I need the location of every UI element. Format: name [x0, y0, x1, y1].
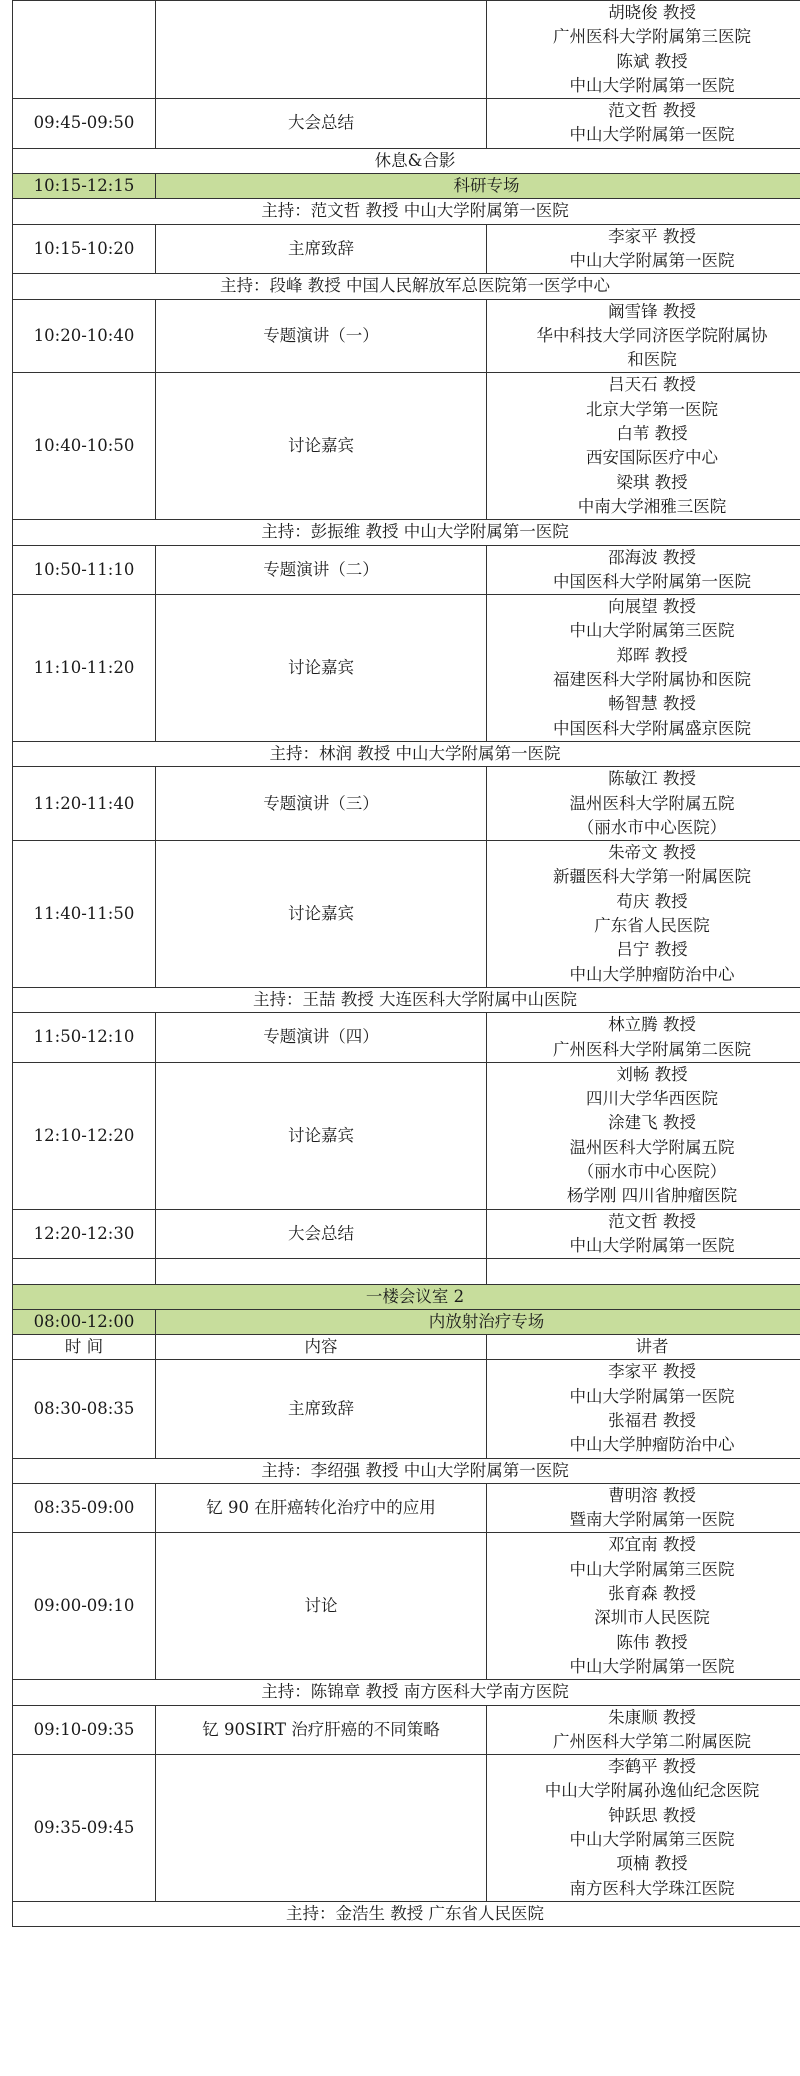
session-content: 钇 90SIRT 治疗肝癌的不同策略 [156, 1705, 487, 1755]
session-row [13, 595, 800, 742]
session-row [13, 545, 800, 595]
session-time: 11:10-11:20 [13, 595, 156, 742]
session-time: 10:20-10:40 [13, 299, 156, 373]
moderator-row [13, 987, 800, 1012]
break-label: 休息&合影 [13, 148, 800, 173]
session-speakers [487, 1533, 800, 1680]
time-column-header: 时 间 [13, 1335, 156, 1360]
session-speakers [487, 373, 800, 520]
moderator-text: 主持：段峰 教授 中国人民解放军总医院第一医学中心 [13, 274, 800, 299]
session-content: 主席致辞 [156, 1360, 487, 1458]
content-column-header: 内容 [156, 1335, 487, 1360]
track-time: 10:15-12:15 [13, 174, 156, 199]
speaker-line: 陈斌 教授 [616, 51, 688, 71]
speaker-line: 向展望 教授 [608, 597, 696, 617]
speaker-line: 广州医科大学第二附属医院 [553, 1731, 751, 1751]
speaker-line: 吕宁 教授 [616, 940, 688, 960]
session-content: 专题演讲（一） [156, 299, 487, 373]
session-time [13, 1, 156, 99]
speaker-line: 涂建飞 教授 [608, 1113, 696, 1133]
speaker-line: 南方医科大学珠江医院 [569, 1878, 735, 1898]
session-row [13, 767, 800, 841]
session-row [13, 224, 800, 274]
session-row [13, 1062, 800, 1209]
speaker-line: 陈伟 教授 [616, 1632, 688, 1652]
speaker-line: 李家平 教授 [608, 1362, 696, 1382]
speaker-line: 中山大学附属第一医院 [569, 250, 735, 270]
session-row [13, 299, 800, 373]
session-time: 08:35-09:00 [13, 1483, 156, 1533]
session-speakers [487, 224, 800, 274]
speaker-line: 陈敏江 教授 [608, 769, 696, 789]
speaker-line: 中山大学附属第一医院 [569, 1235, 735, 1255]
speaker-line: 张育森 教授 [608, 1584, 696, 1604]
speaker-line: 阚雪锋 教授 [608, 301, 696, 321]
speaker-line: 张福君 教授 [608, 1410, 696, 1430]
speaker-line: 范文哲 教授 [608, 1211, 696, 1231]
moderator-row [13, 741, 800, 766]
session-speakers [487, 99, 800, 149]
session-time: 10:50-11:10 [13, 545, 156, 595]
blank-cell [13, 1259, 156, 1284]
speaker-line: 中山大学附属第三医院 [569, 621, 735, 641]
blank-row [13, 1259, 800, 1284]
schedule-body [13, 1, 800, 1927]
track-time: 08:00-12:00 [13, 1309, 156, 1334]
speaker-line: 中山大学附属第三医院 [569, 1830, 735, 1850]
session-content: 讨论嘉宾 [156, 595, 487, 742]
room-row [13, 1284, 800, 1309]
speaker-line: 畅智慧 教授 [608, 694, 696, 714]
session-content: 大会总结 [156, 99, 487, 149]
session-time: 12:20-12:30 [13, 1209, 156, 1259]
track-header-row [13, 174, 800, 199]
session-content: 钇 90 在肝癌转化治疗中的应用 [156, 1483, 487, 1533]
session-content: 讨论嘉宾 [156, 841, 487, 988]
session-time: 11:40-11:50 [13, 841, 156, 988]
speaker-line: 郑晖 教授 [616, 645, 688, 665]
speaker-line: 钟跃思 教授 [608, 1805, 696, 1825]
session-time: 10:15-10:20 [13, 224, 156, 274]
session-row [13, 841, 800, 988]
speaker-line: 和医院 [627, 350, 677, 370]
moderator-row [13, 274, 800, 299]
session-content: 讨论 [156, 1533, 487, 1680]
speaker-line: 中山大学附属第一医院 [569, 1386, 735, 1406]
speaker-line: （丽水市中心医院） [577, 1162, 727, 1181]
session-speakers [487, 841, 800, 988]
session-row [13, 1705, 800, 1755]
session-time: 11:50-12:10 [13, 1013, 156, 1063]
moderator-text: 主持：彭振维 教授 中山大学附属第一医院 [13, 520, 800, 545]
session-row [13, 1755, 800, 1902]
session-row [13, 1483, 800, 1533]
schedule-table [12, 0, 800, 1927]
session-row [13, 373, 800, 520]
session-speakers [487, 1062, 800, 1209]
session-row [13, 99, 800, 149]
moderator-text: 主持：陈锦章 教授 南方医科大学南方医院 [13, 1680, 800, 1705]
speaker-line: 新疆医科大学第一附属医院 [553, 867, 751, 887]
moderator-text: 主持：王喆 教授 大连医科大学附属中山医院 [13, 987, 800, 1012]
speaker-line: 项楠 教授 [616, 1854, 688, 1874]
session-row [13, 1209, 800, 1259]
session-content: 专题演讲（四） [156, 1013, 487, 1063]
speaker-line: 中南大学湘雅三医院 [577, 496, 727, 516]
session-content: 讨论嘉宾 [156, 1062, 487, 1209]
session-row [13, 1533, 800, 1680]
session-content: 大会总结 [156, 1209, 487, 1259]
speaker-line: 林立腾 教授 [608, 1015, 696, 1035]
speaker-line: 广州医科大学附属第二医院 [553, 1039, 751, 1059]
blank-cell [156, 1259, 487, 1284]
speaker-line: 中山大学附属第一医院 [569, 1656, 735, 1676]
speaker-line: 中山大学肿瘤防治中心 [569, 1435, 735, 1455]
moderator-row [13, 1458, 800, 1483]
speaker-line: 梁琪 教授 [616, 472, 688, 492]
speaker-line: 朱康顺 教授 [608, 1707, 696, 1727]
speaker-line: 深圳市人民医院 [594, 1608, 710, 1628]
session-content: 专题演讲（三） [156, 767, 487, 841]
speaker-line: 曹明溶 教授 [608, 1485, 696, 1505]
session-row [13, 1, 800, 99]
track-title: 内放射治疗专场 [156, 1309, 800, 1334]
speaker-line: 西安国际医疗中心 [586, 448, 718, 468]
room-title: 一楼会议室 2 [13, 1284, 800, 1309]
speaker-line: 邓宜南 教授 [608, 1535, 696, 1555]
speaker-line: 华中科技大学同济医学院附属协 [536, 325, 768, 345]
speaker-line: 福建医科大学附属协和医院 [553, 670, 751, 690]
session-speakers [487, 1013, 800, 1063]
speaker-line: 中国医科大学附属盛京医院 [553, 718, 751, 738]
session-row [13, 1013, 800, 1063]
speaker-column-header [487, 1335, 800, 1360]
session-speakers [487, 767, 800, 841]
moderator-text: 主持：金浩生 教授 广东省人民医院 [13, 1901, 800, 1926]
speaker-line: 温州医科大学附属五院 [569, 793, 735, 813]
moderator-text: 主持：范文哲 教授 中山大学附属第一医院 [13, 199, 800, 224]
session-content [156, 1755, 487, 1902]
session-speakers [487, 595, 800, 742]
speaker-line: 北京大学第一医院 [586, 399, 718, 419]
speaker-line: 四川大学华西医院 [586, 1089, 718, 1109]
session-time: 08:30-08:35 [13, 1360, 156, 1458]
speaker-line: 范文哲 教授 [608, 101, 696, 121]
speaker-line: 中山大学附属孙逸仙纪念医院 [544, 1781, 760, 1801]
session-speakers [487, 299, 800, 373]
speaker-line: 中山大学肿瘤防治中心 [569, 964, 735, 984]
speaker-line: 暨南大学附属第一医院 [569, 1510, 735, 1530]
session-content: 专题演讲（二） [156, 545, 487, 595]
session-content: 讨论嘉宾 [156, 373, 487, 520]
speaker-line: 讲者 [635, 1337, 669, 1357]
speaker-line: 吕天石 教授 [608, 375, 696, 395]
session-speakers [487, 1209, 800, 1259]
session-speakers [487, 1483, 800, 1533]
session-speakers [487, 1755, 800, 1902]
blank-cell [487, 1259, 800, 1284]
speaker-line: 白苇 教授 [616, 424, 688, 444]
moderator-row [13, 520, 800, 545]
moderator-row [13, 1901, 800, 1926]
speaker-line: 胡晓俊 教授 [608, 3, 696, 22]
speaker-line: 刘畅 教授 [616, 1064, 688, 1084]
session-speakers [487, 1, 800, 99]
session-content [156, 1, 487, 99]
speaker-line: 杨学刚 四川省肿瘤医院 [566, 1186, 738, 1206]
speaker-line: 温州医科大学附属五院 [569, 1137, 735, 1157]
speaker-line: 广东省人民医院 [594, 916, 710, 936]
break-row [13, 148, 800, 173]
session-time: 09:10-09:35 [13, 1705, 156, 1755]
session-content: 主席致辞 [156, 224, 487, 274]
speaker-line: 朱帝文 教授 [608, 843, 696, 863]
track-header-row [13, 1309, 800, 1334]
speaker-line: 中山大学附属第一医院 [569, 75, 735, 95]
session-time: 12:10-12:20 [13, 1062, 156, 1209]
session-time: 11:20-11:40 [13, 767, 156, 841]
speaker-line: 李家平 教授 [608, 226, 696, 246]
session-time: 09:45-09:50 [13, 99, 156, 149]
moderator-row [13, 199, 800, 224]
session-time: 10:40-10:50 [13, 373, 156, 520]
track-title: 科研专场 [156, 174, 800, 199]
session-speakers [487, 1360, 800, 1458]
speaker-line: 中山大学附属第一医院 [569, 125, 735, 145]
speaker-line: 中国医科大学附属第一医院 [553, 571, 751, 591]
moderator-text: 主持：林润 教授 中山大学附属第一医院 [13, 741, 800, 766]
column-header-row [13, 1335, 800, 1360]
speaker-line: 邵海波 教授 [608, 547, 696, 567]
session-row [13, 1360, 800, 1458]
speaker-line: 广州医科大学附属第三医院 [553, 27, 751, 47]
speaker-line: 李鹤平 教授 [608, 1757, 696, 1777]
moderator-text: 主持：李绍强 教授 中山大学附属第一医院 [13, 1458, 800, 1483]
moderator-row [13, 1680, 800, 1705]
session-speakers [487, 545, 800, 595]
speaker-line: 中山大学附属第三医院 [569, 1559, 735, 1579]
speaker-line: （丽水市中心医院） [577, 817, 727, 837]
session-speakers [487, 1705, 800, 1755]
session-time: 09:35-09:45 [13, 1755, 156, 1902]
session-time: 09:00-09:10 [13, 1533, 156, 1680]
speaker-line: 苟庆 教授 [616, 891, 688, 911]
